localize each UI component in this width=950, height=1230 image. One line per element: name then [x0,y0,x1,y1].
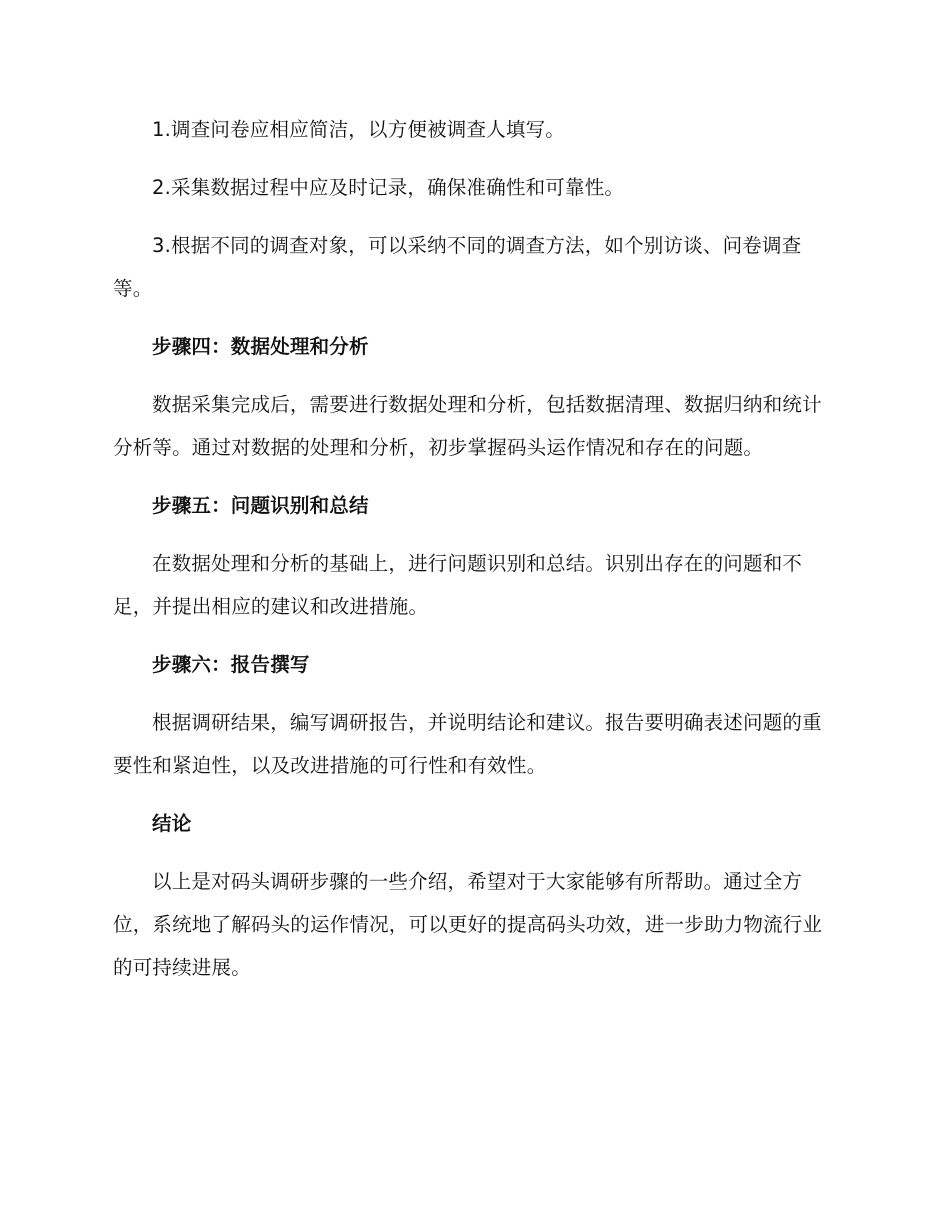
step-5-heading: 步骤五：问题识别和总结 [152,494,369,517]
tip-1-paragraph: 1.调查问卷应相应简洁，以方便被调查人填写。 [152,118,566,141]
tip-3-paragraph: 3.根据不同的调查对象，可以采纳不同的调查方法，如个别访谈、问卷调查等。 [113,234,802,300]
step-5-paragraph: 在数据处理和分析的基础上，进行问题识别和总结。识别出存在的问题和不足，并提出相应的建议和改进措施。 [113,552,803,618]
document-body [113,108,833,989]
tip-2-paragraph: 2.采集数据过程中应及时记录，确保准确性和可靠性。 [152,176,625,199]
conclusion-paragraph: 以上是对码头调研步骤的一些介绍，希望对于大家能够有所帮助。通过全方位，系统地了解码头的运作情况，可以更好的提高码头功效，进一步助力物流行业的可持续进展。 [113,870,823,979]
conclusion-heading: 结论 [152,812,192,835]
step-4-paragraph: 数据采集完成后，需要进行数据处理和分析，包括数据清理、数据归纳和统计分析等。通过对数据的处理和分析，初步掌握码头运作情况和存在的问题。 [113,393,822,459]
step-6-paragraph: 根据调研结果，编写调研报告，并说明结论和建议。报告要明确表述问题的重要性和紧迫性，以及改进措施的可行性和有效性。 [113,711,822,777]
step-4-heading: 步骤四：数据处理和分析 [152,335,369,358]
step-6-heading: 步骤六：报告撰写 [152,653,310,676]
